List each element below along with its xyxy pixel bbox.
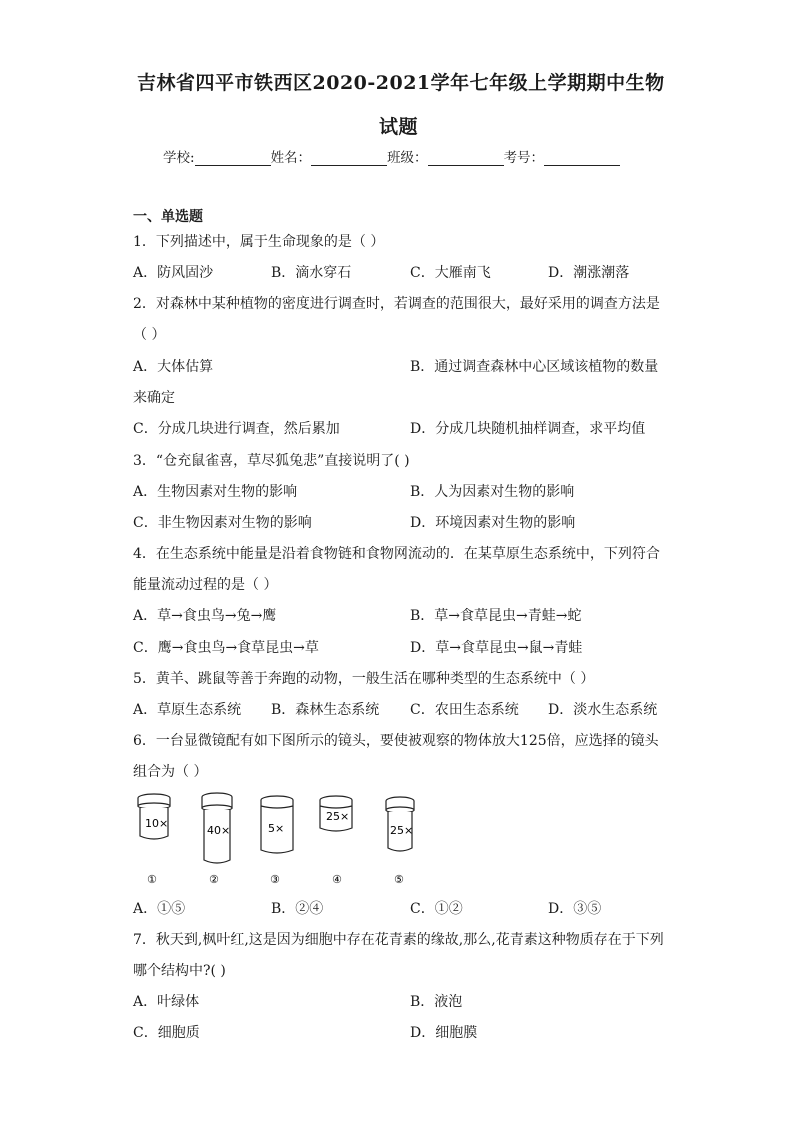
lens-1-label: 10× bbox=[145, 817, 169, 830]
question-2-stem: 2．对森林中某种植物的密度进行调查时，若调查的范围很大，最好采用的调查方法是 bbox=[133, 296, 660, 312]
school-label: 学校: bbox=[163, 150, 195, 166]
q2-option-b-cont: 来确定 bbox=[133, 390, 175, 406]
class-label: 班级： bbox=[387, 150, 428, 166]
question-3-stem: 3．“仓充鼠雀喜，草尽狐兔悲”直接说明了( ) bbox=[133, 453, 410, 469]
lens-4-label: 25× bbox=[326, 810, 350, 823]
q4-option-c[interactable]: C．鹰→食虫鸟→食草昆虫→草 bbox=[133, 640, 319, 656]
question-1-stem: 1．下列描述中，属于生命现象的是（ ） bbox=[133, 234, 385, 250]
q1-option-b[interactable]: B．滴水穿石 bbox=[271, 265, 352, 281]
lens-5-number: ⑤ bbox=[394, 873, 404, 886]
q6-option-d[interactable]: D．③⑤ bbox=[548, 901, 602, 917]
q3-option-d[interactable]: D．环境因素对生物的影响 bbox=[410, 515, 576, 531]
lens-4-number: ④ bbox=[332, 873, 342, 886]
lens-3-number: ③ bbox=[270, 873, 280, 886]
q7-option-b[interactable]: B．液泡 bbox=[410, 994, 463, 1010]
q7-option-c[interactable]: C．细胞质 bbox=[133, 1025, 200, 1041]
lens-2-label: 40× bbox=[207, 824, 231, 837]
q4-option-a[interactable]: A．草→食虫鸟→兔→鹰 bbox=[133, 608, 277, 624]
q1-option-a[interactable]: A．防风固沙 bbox=[133, 265, 214, 281]
q1-option-d[interactable]: D．潮涨潮落 bbox=[548, 265, 630, 281]
question-5-stem: 5．黄羊、跳鼠等善于奔跑的动物，一般生活在哪种类型的生态系统中（ ） bbox=[133, 671, 595, 687]
section-heading: 一、单选题 bbox=[133, 209, 203, 225]
q3-option-a[interactable]: A．生物因素对生物的影响 bbox=[133, 484, 298, 500]
question-7-stem-cont: 哪个结构中?( ) bbox=[133, 963, 226, 979]
lens-2-number: ② bbox=[209, 873, 219, 886]
school-field[interactable] bbox=[195, 151, 271, 166]
class-field[interactable] bbox=[428, 151, 504, 166]
name-label: 姓名： bbox=[270, 150, 312, 166]
lens-figure-svg bbox=[120, 788, 420, 893]
student-info bbox=[163, 146, 620, 166]
q6-option-b[interactable]: B．②④ bbox=[271, 901, 324, 917]
q5-option-d[interactable]: D．淡水生态系统 bbox=[548, 702, 658, 718]
lens-3-label: 5× bbox=[268, 822, 285, 835]
q5-option-a[interactable]: A．草原生态系统 bbox=[133, 702, 242, 718]
q2-option-d[interactable]: D．分成几块随机抽样调查，求平均值 bbox=[410, 421, 646, 437]
lens-figure bbox=[120, 788, 420, 893]
q4-option-d[interactable]: D．草→食草昆虫→鼠→青蛙 bbox=[410, 640, 583, 656]
q3-option-b[interactable]: B．人为因素对生物的影响 bbox=[410, 484, 575, 500]
q7-option-d[interactable]: D．细胞膜 bbox=[410, 1025, 478, 1041]
q2-option-c[interactable]: C．分成几块进行调查，然后累加 bbox=[133, 421, 340, 437]
exam-no-label: 考号： bbox=[503, 150, 545, 166]
q3-option-c[interactable]: C．非生物因素对生物的影响 bbox=[133, 515, 312, 531]
question-4-stem: 4．在生态系统中能量是沿着食物链和食物网流动的．在某草原生态系统中，下列符合 bbox=[133, 546, 660, 562]
question-7-stem: 7．秋天到,枫叶红,这是因为细胞中存在花青素的缘故,那么,花青素这种物质存在于下列 bbox=[133, 932, 664, 948]
q5-option-b[interactable]: B．森林生态系统 bbox=[271, 702, 380, 718]
q5-option-c[interactable]: C．农田生态系统 bbox=[410, 702, 519, 718]
question-6-stem: 6．一台显微镜配有如下图所示的镜头，要使被观察的物体放大125倍，应选择的镜头 bbox=[133, 733, 659, 749]
question-6-stem-cont: 组合为（ ） bbox=[133, 764, 208, 780]
q6-option-c[interactable]: C．①② bbox=[410, 901, 463, 917]
q1-option-c[interactable]: C．大雁南飞 bbox=[410, 265, 491, 281]
lens-1-number: ① bbox=[147, 873, 157, 886]
q7-option-a[interactable]: A．叶绿体 bbox=[133, 994, 200, 1010]
name-field[interactable] bbox=[311, 151, 387, 166]
question-4-stem-cont: 能量流动过程的是（ ） bbox=[133, 577, 278, 593]
exam-no-field[interactable] bbox=[544, 151, 620, 166]
q6-option-a[interactable]: A．①⑤ bbox=[133, 901, 186, 917]
page-title-line2: 试题 bbox=[379, 116, 419, 138]
q2-option-a[interactable]: A．大体估算 bbox=[133, 359, 214, 375]
q4-option-b[interactable]: B．草→食草昆虫→青蛙→蛇 bbox=[410, 608, 582, 624]
q2-option-b[interactable]: B．通过调查森林中心区域该植物的数量 bbox=[410, 359, 659, 375]
page-title-line1: 吉林省四平市铁西区2020-2021学年七年级上学期期中生物 bbox=[137, 72, 665, 94]
lens-5-label: 25× bbox=[390, 824, 414, 837]
question-2-stem-cont: （ ） bbox=[133, 327, 166, 343]
